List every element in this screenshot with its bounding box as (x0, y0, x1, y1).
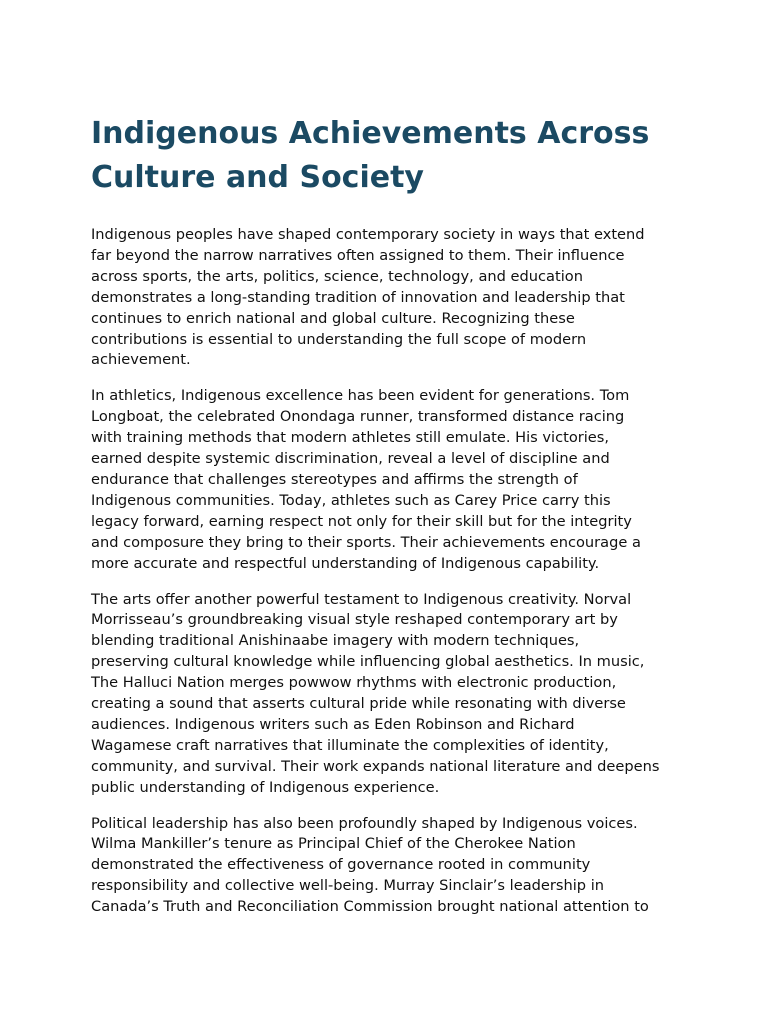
paragraph-line: continues to enrich national and global culture. Recognizing these (91, 309, 575, 327)
paragraph-line: community, and survival. Their work expands national literature and deepens (91, 757, 660, 775)
title-line: Culture and Society (91, 160, 424, 195)
document-page (91, 112, 691, 933)
paragraph-line: The arts offer another powerful testament to Indigenous creativity. Norval (91, 590, 632, 608)
paragraph-intro (91, 225, 691, 371)
paragraph-line: Indigenous communities. Today, athletes such as Carey Price carry this (91, 491, 611, 509)
paragraph-line: across sports, the arts, politics, science, technology, and education (91, 267, 583, 285)
document-title (91, 112, 691, 200)
paragraph-line: Political leadership has also been profoundly shaped by Indigenous voices. (91, 814, 638, 832)
paragraph-line: Wilma Mankiller’s tenure as Principal Chief of the Cherokee Nation (91, 835, 576, 853)
paragraph-arts (91, 590, 691, 799)
paragraph-line: demonstrates a long-standing tradition of innovation and leadership that (91, 288, 625, 306)
paragraph-line: earned despite systemic discrimination, reveal a level of discipline and (91, 450, 610, 468)
paragraph-line: Longboat, the celebrated Onondaga runner, transformed distance racing (91, 408, 625, 426)
paragraph-line: audiences. Indigenous writers such as Eden Robinson and Richard (91, 715, 575, 733)
paragraph-athletics (91, 386, 691, 574)
paragraph-line: endurance that challenges stereotypes and affirms the strength of (91, 470, 578, 488)
paragraph-line: achievement. (91, 351, 191, 369)
paragraph-line: far beyond the narrow narratives often assigned to them. Their influence (91, 246, 625, 264)
paragraph-line: contributions is essential to understanding the full scope of modern (91, 330, 587, 348)
paragraph-line: demonstrated the effectiveness of governance rooted in community (91, 856, 591, 874)
paragraph-line: blending traditional Anishinaabe imagery with modern techniques, (91, 632, 580, 650)
paragraph-line: more accurate and respectful understanding of Indigenous capability. (91, 554, 600, 572)
paragraph-line: Indigenous peoples have shaped contemporary society in ways that extend (91, 226, 645, 243)
paragraph-line: Morrisseau’s groundbreaking visual style reshaped contemporary art by (91, 611, 618, 629)
paragraph-line: The Halluci Nation merges powwow rhythms with electronic production, (91, 674, 617, 692)
paragraph-line: legacy forward, earning respect not only for their skill but for the integrity (91, 512, 632, 530)
paragraph-line: preserving cultural knowledge while influencing global aesthetics. In music, (91, 653, 645, 671)
paragraph-line: and composure they bring to their sports. Their achievements encourage a (91, 533, 641, 551)
paragraph-line: with training methods that modern athletes still emulate. His victories, (91, 429, 610, 447)
paragraph-line: creating a sound that asserts cultural pride while resonating with diverse (91, 695, 626, 713)
paragraph-line: responsibility and collective well-being. Murray Sinclair’s leadership in (91, 877, 605, 895)
paragraph-line: In athletics, Indigenous excellence has been evident for generations. Tom (91, 387, 630, 405)
paragraph-line: Canada’s Truth and Reconciliation Commission brought national attention to (91, 898, 649, 916)
paragraph-line: public understanding of Indigenous experience. (91, 778, 440, 796)
paragraph-politics (91, 814, 691, 919)
paragraph-line: Wagamese craft narratives that illuminate the complexities of identity, (91, 736, 609, 754)
title-line: Indigenous Achievements Across (91, 116, 650, 151)
